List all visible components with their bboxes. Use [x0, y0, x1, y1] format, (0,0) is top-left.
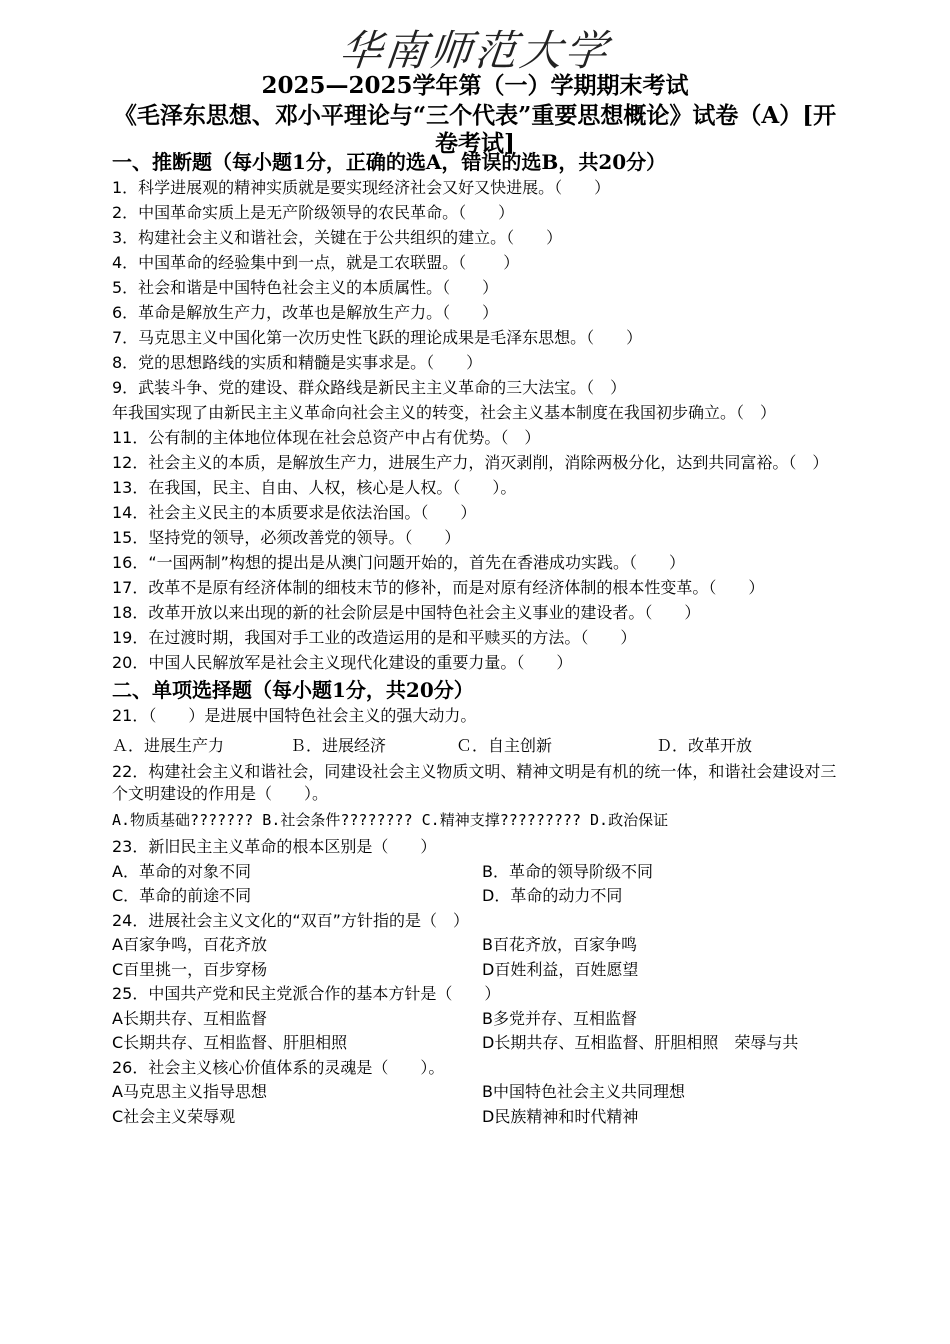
option-c: C．革命的前途不同 [112, 886, 252, 905]
question-5: 5．社会和谐是中国特色社会主义的本质属性。（ ） [112, 278, 499, 297]
question-22-options: A.物质基础??????? B.社会条件???????? C.精神支撑????????? D.政治保证 [112, 810, 669, 829]
question-2: 2．中国革命实质上是无产阶级领导的农民革命。（ ） [112, 203, 515, 222]
option-c: C百里挑一，百步穿杨 [112, 959, 268, 979]
question-13: 13．在我国，民主、自由、人权，核心是人权。（ ）。 [112, 478, 517, 497]
section-1-questions [112, 176, 838, 676]
option-c: C社会主义荣辱观 [112, 1106, 236, 1126]
question-21-options [112, 734, 838, 759]
option-b: B百花齐放，百家争鸣 [482, 935, 637, 954]
option-c: Ｃ．自主创新 [456, 736, 553, 755]
exam-course-title: 《毛泽东思想、邓小平理论与“三个代表”重要思想概论》试卷（A）[开卷考试] [113, 102, 837, 157]
question-17: 17．改革不是原有经济体制的细枝末节的修补，而是对原有经济体制的根本性变革。（ ） [112, 578, 765, 597]
question-16: 16．“一国两制”构想的提出是从澳门问题开始的，首先在香港成功实践。（ ） [112, 553, 685, 572]
question-20: 20．中国人民解放军是社会主义现代化建设的重要力量。（ ） [112, 653, 573, 672]
exam-term-title: 2025—2025学年第（一）学期期末考试 [261, 72, 689, 99]
question-15: 15．坚持党的领导，必须改善党的领导。（ ） [112, 528, 461, 547]
option-a: A．革命的对象不同 [112, 861, 251, 881]
option-a: A马克思主义指导思想 [112, 1082, 267, 1101]
option-c: C长期共存、互相监督、肝胆相照 [112, 1033, 348, 1052]
question-25-options-row-1 [112, 1007, 838, 1032]
question-24-options-row-1 [112, 933, 838, 958]
option-b: B．革命的领导阶级不同 [482, 861, 653, 881]
question-6: 6．革命是解放生产力，改革也是解放生产力。（ ） [112, 303, 499, 322]
question-26-options-row-2 [112, 1105, 838, 1130]
question-24-options-row-2 [112, 958, 838, 983]
question-14: 14．社会主义民主的本质要求是依法治国。（ ） [112, 503, 477, 522]
question-26-options-row-1 [112, 1080, 838, 1105]
option-a: A长期共存、互相监督 [112, 1008, 267, 1028]
section-2-title: 二、单项选择题（每小题1分，共20分） [112, 677, 474, 702]
option-b: Ｂ．进展经济 [290, 736, 387, 755]
exam-header [110, 72, 840, 158]
option-d: D百姓利益，百姓愿望 [482, 959, 639, 979]
question-18: 18．改革开放以来出现的新的社会阶层是中国特色社会主义事业的建设者。（ ） [112, 603, 701, 622]
exam-content [112, 148, 838, 1129]
question-3: 3．构建社会主义和谐社会，关键在于公共组织的建立。（ ） [112, 228, 563, 247]
question-23-options-row-1 [112, 860, 838, 885]
question-22: 22．构建社会主义和谐社会，同建设社会主义物质文明、精神文明是有机的统一体，和谐社会建设对三个文明建设的作用是（ ）。 [112, 761, 837, 803]
section-1-title: 一、推断题（每小题1分，正确的选A，错误的选B，共20分） [112, 150, 667, 174]
question-10: 年我国实现了由新民主主义革命向社会主义的转变，社会主义基本制度在我国初步确立。（ ） [112, 403, 777, 422]
option-d: D．革命的动力不同 [482, 886, 623, 905]
question-8: 8．党的思想路线的实质和精髓是实事求是。（ ） [112, 353, 483, 372]
question-21: 21．（ ）是进展中国特色社会主义的强大动力。 [112, 705, 477, 725]
question-26: 26．社会主义核心价值体系的灵魂是（ ）。 [112, 1057, 445, 1077]
option-d: D长期共存、互相监督、肝胆相照 荣辱与共 [482, 1033, 799, 1052]
university-logo: 华南师范大学 [337, 26, 613, 75]
question-23-options-row-2 [112, 884, 838, 909]
question-24: 24．进展社会主义文化的“双百”方针指的是（ ） [112, 910, 469, 930]
option-d: D民族精神和时代精神 [482, 1106, 639, 1126]
option-b: B多党并存、互相监督 [482, 1008, 637, 1028]
question-11: 11．公有制的主体地位体现在社会总资产中占有优势。（ ） [112, 428, 541, 447]
question-9: 9．武装斗争、党的建设、群众路线是新民主主义革命的三大法宝。（ ） [112, 378, 627, 397]
option-a: A百家争鸣，百花齐放 [112, 935, 267, 954]
option-d: Ｄ．改革开放 [656, 736, 753, 755]
question-1: 1．科学进展观的精神实质就是要实现经济社会又好又快进展。（ ） [112, 178, 611, 197]
question-7: 7．马克思主义中国化第一次历史性飞跃的理论成果是毛泽东思想。（ ） [112, 328, 643, 347]
question-12: 12．社会主义的本质，是解放生产力，进展生产力，消灭剥削，消除两极分化，达到共同富裕。（ ） [112, 453, 829, 472]
option-b: B中国特色社会主义共同理想 [482, 1082, 685, 1101]
question-25: 25．中国共产党和民主党派合作的基本方针是（ ） [112, 984, 501, 1003]
option-a: Ａ．进展生产力 [112, 736, 225, 755]
question-4: 4．中国革命的经验集中到一点，就是工农联盟。（ ） [112, 253, 520, 272]
question-19: 19．在过渡时期，我国对手工业的改造运用的是和平赎买的方法。（ ） [112, 628, 637, 647]
question-23: 23．新旧民主主义革命的根本区别是（ ） [112, 837, 437, 856]
question-25-options-row-2 [112, 1031, 838, 1056]
